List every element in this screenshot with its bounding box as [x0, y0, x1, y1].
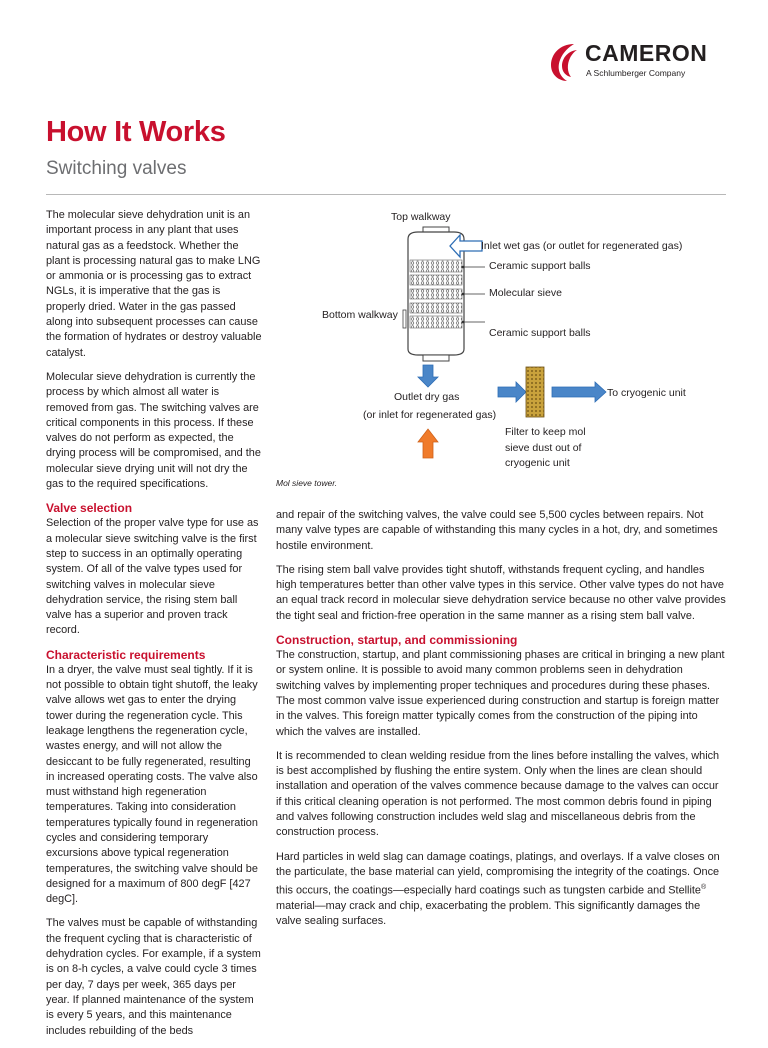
characteristic-paragraph: In a dryer, the valve must seal tightly. If it is not possible to obtain tight shutoff, the leaky valve allows wet gas to enter the drying tower during the regeneration cycle. This leakage lengthens the regeneration cycle, wastes energy, and will not allow the desiccant to be fully regenerated, resulting in increased operating costs. The valve also must withstand high regeneration temperatures. Taking into consideration temperatures typically found in regeneration cycles and considering temporary excursions above typical regeneration temperatures, the switching valve should be designed for a maximum of 800 degF [427 degC]. [46, 663, 258, 906]
ceramic-bottom-label: Ceramic support balls [489, 327, 591, 339]
logo-tagline: A Schlumberger Company [586, 68, 686, 78]
construction-paragraph: The construction, startup, and plant commissioning phases are critical in bringing a new plant or system online. It is possible to avoid many common problems seen in dehydration switching valves by implementing proper techniques and procedures during these phases. The most common valve issue experienced during construction and startup is foreign matter in the valves. This foreign matter typically comes from the construction of the piping into which the valves are installed. [276, 649, 725, 738]
weld-slag-paragraph [276, 850, 726, 930]
bottom-walkway-label: Bottom walkway [322, 309, 398, 321]
page-title: How It Works [46, 116, 226, 148]
cameron-logo [548, 40, 728, 86]
molecular-sieve-label: Molecular sieve [489, 287, 562, 299]
filter-label-line1: Filter to keep mol [505, 426, 586, 438]
characteristic-requirements-heading: Characteristic requirements [46, 647, 206, 662]
dehydration-paragraph: Molecular sieve dehydration is currently the process by which almost all water is removed from gas. The switching valves are critical components in this process. If these valves do not perform as expected, the drying process will be compromised, and the molecular sieve drying unit will not dry the gas to the required specifications. [46, 370, 261, 491]
left-column [46, 208, 262, 1048]
registered-mark: ® [700, 884, 707, 892]
cryogenic-unit-label: To cryogenic unit [607, 387, 686, 399]
construction-heading: Construction, startup, and commissioning [276, 633, 518, 648]
filter-label-line2: sieve dust out of [505, 441, 582, 454]
logo-brand: CAMERON [585, 40, 708, 66]
weld-slag-text-b: material—may crack and chip, exacerbating the problem. This significantly damages the valve sealing surfaces. [276, 900, 701, 928]
page-subtitle: Switching valves [46, 158, 187, 179]
filter-label [505, 425, 586, 472]
top-walkway-label: Top walkway [391, 211, 451, 223]
mol-sieve-tower-diagram [270, 205, 730, 467]
filter-label-line3: cryogenic unit [505, 457, 570, 469]
valve-selection-heading: Valve selection [46, 501, 133, 516]
cycles-paragraph: and repair of the switching valves, the valve could see 5,500 cycles between repairs. Not many valve types are capable of withstanding this many cycles in a hot, dry, and sometimes hostile environment. [276, 509, 718, 552]
inlet-label: Inlet wet gas (or outlet for regenerated gas) [481, 240, 683, 252]
rising-stem-paragraph: The rising stem ball valve provides tight shutoff, withstands frequent cycling, and handles high temperatures better than other valve types in this service. Other valve types do not have an equal track record in molecular sieve dehydration service because no other valve provides the tight seal and friction-free operation in the same manner as a rising stem ball valve. [276, 563, 726, 622]
weld-slag-text-a: Hard particles in weld slag can damage coatings, platings, and overlays. If a valve closes on the particulate, the base material can yield, compromising the integrity of the coatings. Once this occurs, the coatings—especially hard coatings such as tungsten carbide and Stellite [276, 850, 720, 897]
cleaning-paragraph: It is recommended to clean welding residue from the lines before installing the valves, which is best accomplished by flushing the entire system. Only when the lines are clean should installation and operation of the valves commence because damage to the valves can occur if this critical cleaning operation is not performed. The most common debris found in piping and valves following construction includes weld slag and miscellaneous debris from the construction process. [276, 749, 720, 839]
figure-caption: Mol sieve tower. [276, 478, 338, 488]
intro-paragraph: The molecular sieve dehydration unit is an important process in any plant that uses natural gas as a feedstock. Whether the plant is processing natural gas to make LNG or ammonia or is processing gas to extract NGLs, it is imperative that the gas is properly dried. Water in the gas passed along into subsequent processes can cause the formation of hydrates or destroy valuable catalyst. [46, 209, 262, 359]
cycling-paragraph: The valves must be capable of withstanding the frequent cycling that is characteristic of dehydration cycles. For example, if a system is on 8-h cycles, a valve could cycle 3 times per day, 7 days per week, 365 days per year. If planned maintenance of the system is every 5 years, and this maintenance includes rebuilding of the beds [46, 917, 261, 1037]
ceramic-top-label: Ceramic support balls [489, 260, 591, 272]
outlet-label: Outlet dry gas [394, 391, 460, 403]
regenerated-inlet-label: (or inlet for regenerated gas) [363, 409, 497, 421]
right-column [276, 508, 726, 939]
valve-selection-paragraph: Selection of the proper valve type for use as a molecular sieve switching valve is the first step to success in an optimally operating system. Of all of the valve types used for switching valves in molecular sieve dehydration service, the rising stem ball valve has a superior and proven track record. [46, 517, 259, 637]
cameron-swoosh-icon [548, 40, 584, 84]
header-divider [46, 194, 726, 195]
